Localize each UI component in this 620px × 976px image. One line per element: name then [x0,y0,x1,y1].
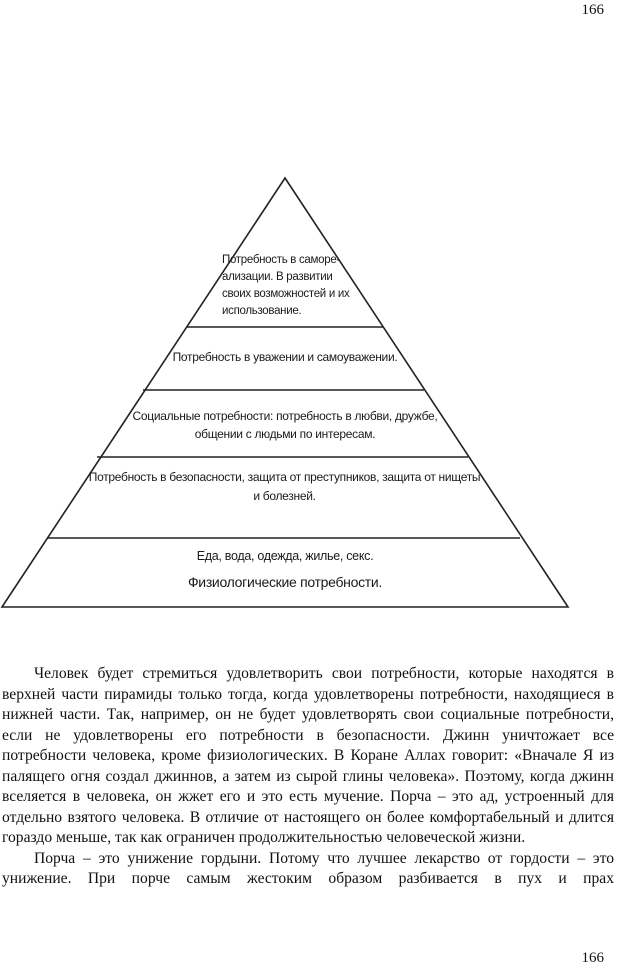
pyramid-level-line: общении с людьми по интересам. [194,427,376,441]
pyramid-level-line: Социальные потребности: потребность в любви, дружбе, [132,409,438,423]
pyramid-level-self-actualization [222,252,362,320]
body-text [2,664,614,890]
pyramid-level-line: Еда, вода, одежда, жилье, секс. [196,549,374,563]
pyramid-level-line: Физиологические потребности. [187,574,383,590]
page-number-top: 166 [581,2,604,18]
page-number-bottom: 166 [581,950,604,966]
paragraph: Человек будет стремиться удовлетворить свои потребности, которые находятся в верхней части пирамиды только тогда, когда удовлетворены потребности, находящиеся в нижней части. Так, например, он не будет удовлетворять свои социальные потребности, если не удовлетворены его потребности в безопасности. Джинн уничтожает все потребности человека, кроме физиологических. В Коране Аллах говорит: «Вначале Я из палящего огня создал джиннов, а затем из сырой глины человека». Поэтому, когда джинн вселяется в человека, он жжет его и это есть мучение. Порча – это ад, устроенный для отдельно взятого человека. В отличие от настоящего он более комфортабельный и длится гораздо меньше, так как ограничен продолжительностью человеческой жизни. [2,665,614,846]
paragraph: Порча – это унижение гордыни. Потому что лучшее лекарство от гордости – это унижение. При порче самым жестоким образом разбивается в пух и прах [2,849,614,887]
pyramid-level-physiological [135,546,435,593]
pyramid-outline [2,178,568,607]
pyramid-level-esteem [160,349,410,365]
pyramid-level-line: Потребность в безопасности, защита от преступников, защита от нищеты [88,470,481,484]
pyramid-level-social [120,407,450,443]
pyramid-level-line: и болезней. [253,489,316,503]
pyramid-level-safety [72,468,497,506]
pyramid-level-line: Потребность в саморе- [222,254,340,266]
pyramid-level-line: ализации. В развитии [222,271,333,283]
pyramid-level-line: Потребность в уважении и самоуважении. [172,350,398,364]
pyramid-level-line: своих возможностей и их [222,288,350,300]
pyramid-level-line: использование. [222,305,302,317]
